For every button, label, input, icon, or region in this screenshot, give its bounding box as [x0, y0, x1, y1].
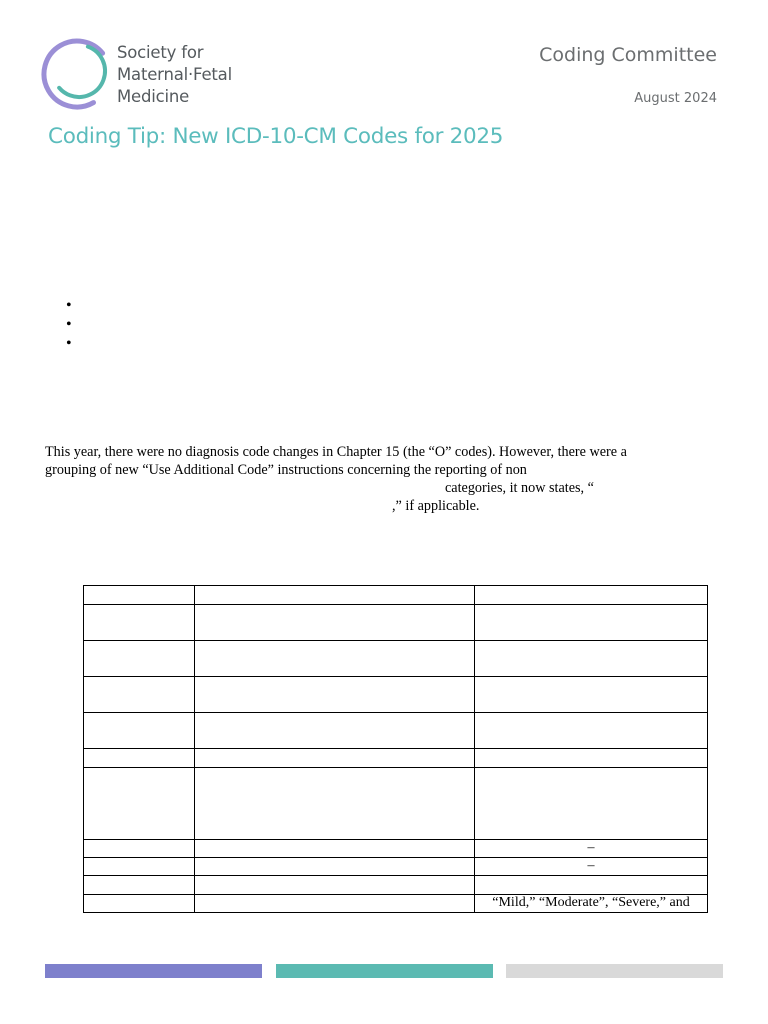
table-cell [195, 586, 475, 605]
org-name [117, 42, 232, 108]
smfm-logo [40, 36, 112, 112]
table-row [84, 749, 708, 768]
document-date: August 2024 [634, 91, 717, 106]
table-cell [475, 586, 708, 605]
table-cell [84, 586, 195, 605]
table-cell [84, 605, 195, 641]
table-cell [475, 749, 708, 768]
table-cell [195, 641, 475, 677]
paragraph-line-3: categories, it now states, “ [445, 480, 594, 496]
table-cell [195, 605, 475, 641]
list-item: • [66, 335, 72, 352]
table-cell [84, 895, 195, 913]
intro-paragraph [45, 443, 725, 515]
table-cell [84, 840, 195, 858]
table-cell [195, 876, 475, 895]
table-cell [475, 768, 708, 840]
footer-bar-teal [276, 964, 493, 978]
table-cell [195, 840, 475, 858]
table-cell [195, 713, 475, 749]
table-cell [84, 876, 195, 895]
table-cell [195, 858, 475, 876]
table-cell [84, 768, 195, 840]
table-cell: “Mild,” “Moderate”, “Severe,” and [475, 895, 708, 913]
org-name-line-2: Maternal·Fetal [117, 65, 232, 84]
code-changes-table [83, 585, 708, 913]
table-row [84, 586, 708, 605]
table-cell [84, 749, 195, 768]
list-item: • [66, 316, 72, 333]
document-title: Coding Tip: New ICD-10-CM Codes for 2025 [48, 124, 504, 149]
table-cell [475, 876, 708, 895]
list-item: • [66, 297, 72, 314]
table-row [84, 713, 708, 749]
table-cell [195, 749, 475, 768]
table-cell [84, 713, 195, 749]
table-row [84, 895, 708, 913]
paragraph-line-1: This year, there were no diagnosis code changes in Chapter 15 (the “O” codes). However, there were a [45, 444, 627, 460]
table-cell [195, 768, 475, 840]
footer-bar-gray [506, 964, 723, 978]
committee-name: Coding Committee [539, 44, 717, 66]
table-cell [475, 677, 708, 713]
table-cell: – [475, 858, 708, 876]
table-cell [475, 713, 708, 749]
paragraph-line-2: grouping of new “Use Additional Code” instructions concerning the reporting of non [45, 462, 527, 478]
table-row [84, 858, 708, 876]
table-cell [84, 858, 195, 876]
table-row [84, 641, 708, 677]
footer-bar-purple [45, 964, 262, 978]
table-row [84, 677, 708, 713]
org-name-line-3: Medicine [117, 87, 190, 106]
table-cell: – [475, 840, 708, 858]
table-cell [195, 895, 475, 913]
table-cell [475, 605, 708, 641]
table-cell [84, 641, 195, 677]
table-cell [84, 677, 195, 713]
table-row [84, 876, 708, 895]
bullet-list [66, 296, 72, 353]
table-row [84, 840, 708, 858]
table-cell [195, 677, 475, 713]
table-row [84, 768, 708, 840]
org-name-line-1: Society for [117, 43, 204, 62]
table-cell [475, 641, 708, 677]
paragraph-line-4: ,” if applicable. [392, 498, 480, 514]
table-row [84, 605, 708, 641]
